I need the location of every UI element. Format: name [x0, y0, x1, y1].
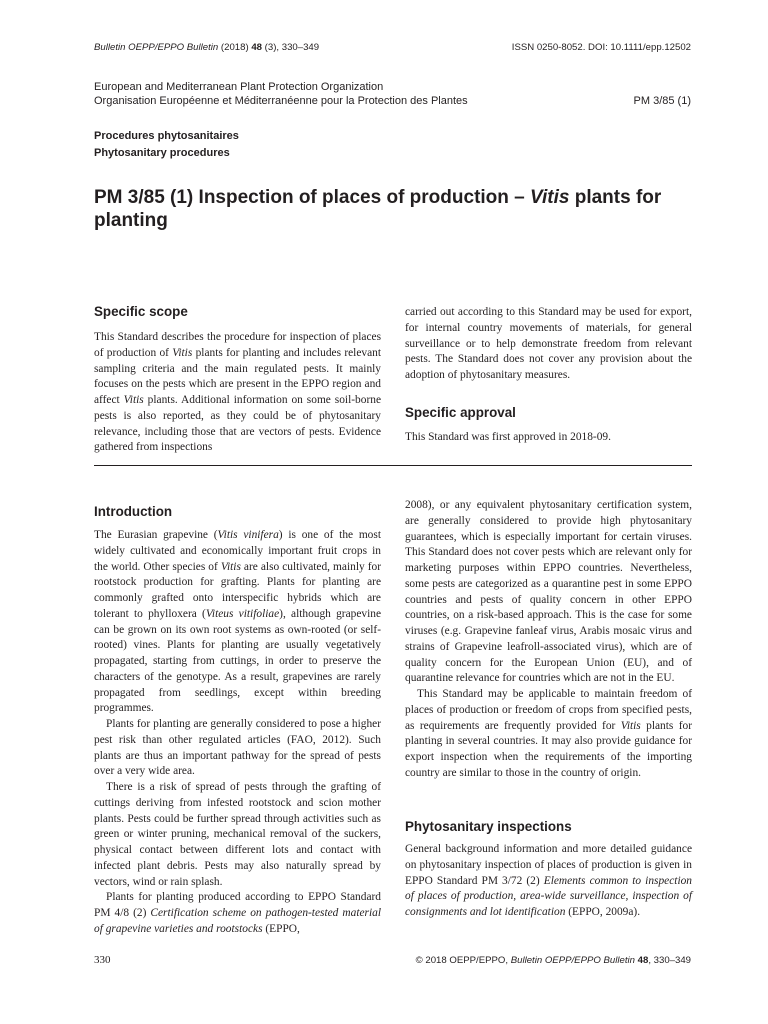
specific-scope-text: This Standard describes the procedure for inspection of places of production of Vitis plants for planting and includes relevant sampling criteria and the main regulated pests. It mainly focuses on the pests which are present in the EPPO region and affect Vitis plants. Additional information on some soil-borne pests is also reported, as they could be of phytosanitary relevance, including those that are vectors of pests. Evidence gathered from inspections [94, 331, 381, 454]
section-divider [94, 465, 692, 466]
year: (2018) [220, 42, 249, 53]
heading-specific-scope: Specific scope [94, 304, 188, 319]
intro-paragraph-1: The Eurasian grapevine (Vitis vinifera) is one of the most widely cultivated and economically important fruit crops in the world. Other species of Vitis are also cultivated, mainly for rootstock production for grafting. Plants for planting are commonly grafted onto interspecific hybrids which are tolerant to phylloxera (Viteus vitifoliae), although grapevine can be grown on its own root systems as own-rooted (or self-rooted) vines. Plants for planting are usually vegetatively propagated, starting from cuttings, in order to preserve the characters of the genotype. As a result, grapevines are rarely propagated from seedlings, except within breeding programmes. [94, 529, 381, 715]
intro-paragraph-4: Plants for planting produced according to EPPO Standard PM 4/8 (2) Certification scheme on pathogen-tested material of grapevine varieties and rootstocks (EPPO, [94, 891, 382, 935]
procedures-en: Phytosanitary procedures [94, 147, 230, 159]
issue-pages: (3), 330–349 [264, 42, 320, 53]
intro-paragraph-5: 2008), or any equivalent phytosanitary certification system, are generally considered to provide high phytosanitary guarantees, which is especially important for certain viruses. This Standard does not cover pests which are relevant only for marketing purposes within EPPO countries. Nevertheless, some pests are categorized as a quarantine pest in some EPPO countries and pests of quality concern in other EPPO countries, on a risk-based approach. This is the case for some viruses (e.g. Grapevine fanleaf virus, Arabis mosaic virus and strains of Grapevine leafroll-associated virus), which are of quality concern for the European Union (EU), and of quarantine relevance for countries which are not in the EU. [405, 499, 692, 685]
introduction-text [94, 528, 381, 938]
journal-name: Bulletin OEPP/EPPO Bulletin [94, 42, 219, 53]
procedures-fr: Procedures phytosanitaires [94, 130, 239, 142]
page-title: PM 3/85 (1) Inspection of places of production – Vitis plants for planting [94, 187, 662, 231]
standard-code: PM 3/85 (1) [633, 95, 691, 107]
heading-specific-approval: Specific approval [405, 405, 516, 420]
intro-paragraph-6: This Standard may be applicable to maintain freedom of places of production or freedom of crops from specified pests, as requirements are frequently provided for Vitis plants for planting in several countries. It may also provide guidance for export inspection when the requirements of the importing country are similar to those in the country of origin. [405, 688, 692, 779]
intro-paragraph-2: Plants for planting are generally considered to pose a higher pest risk than other regulated articles (FAO, 2012). Such plants are thus an important pathway for the spread of pests over a very wide area. [94, 718, 381, 778]
page-number: 330 [94, 954, 111, 966]
footer-copyright: © 2018 OEPP/EPPO, Bulletin OEPP/EPPO Bulletin 48, 330–349 [415, 955, 691, 966]
heading-introduction: Introduction [94, 504, 173, 519]
phytosanitary-inspections-text: General background information and more detailed guidance on phytosanitary inspection of places of production is given in EPPO Standard PM 3/72 (2) Elements common to inspection of places of production, area-wide surveillance, inspection of consignments and lot identification (EPPO, 2009a). [405, 843, 692, 918]
specific-scope-continued: carried out according to this Standard may be used for export, for internal country movements of materials, for general surveillance or to help demonstrate freedom from relevant pests. The Standard does not cover any provision about the adoption of phytosanitary measures. [405, 306, 692, 381]
issn-doi: ISSN 0250-8052. DOI: 10.1111/epp.12502 [511, 42, 691, 53]
volume: 48 [251, 42, 262, 53]
heading-phytosanitary-inspections: Phytosanitary inspections [405, 819, 572, 834]
org-name-en: European and Mediterranean Plant Protection Organization [94, 81, 384, 93]
intro-paragraph-3: There is a risk of spread of pests through the grafting of cuttings deriving from infested rootstock and scion mother plants. Pests could be further spread through activities such as green or winter pruning, mechanical removal of the suckers, physical contact between different lots and contact with infected plant debris. Pests may also naturally spread by vectors, wind or rain splash. [94, 781, 381, 888]
org-name-fr: Organisation Européenne et Méditerranéenne pour la Protection des Plantes [94, 95, 468, 107]
running-header-citation [94, 42, 319, 53]
introduction-continued [405, 498, 692, 782]
specific-approval-text: This Standard was first approved in 2018-09. [405, 431, 611, 443]
